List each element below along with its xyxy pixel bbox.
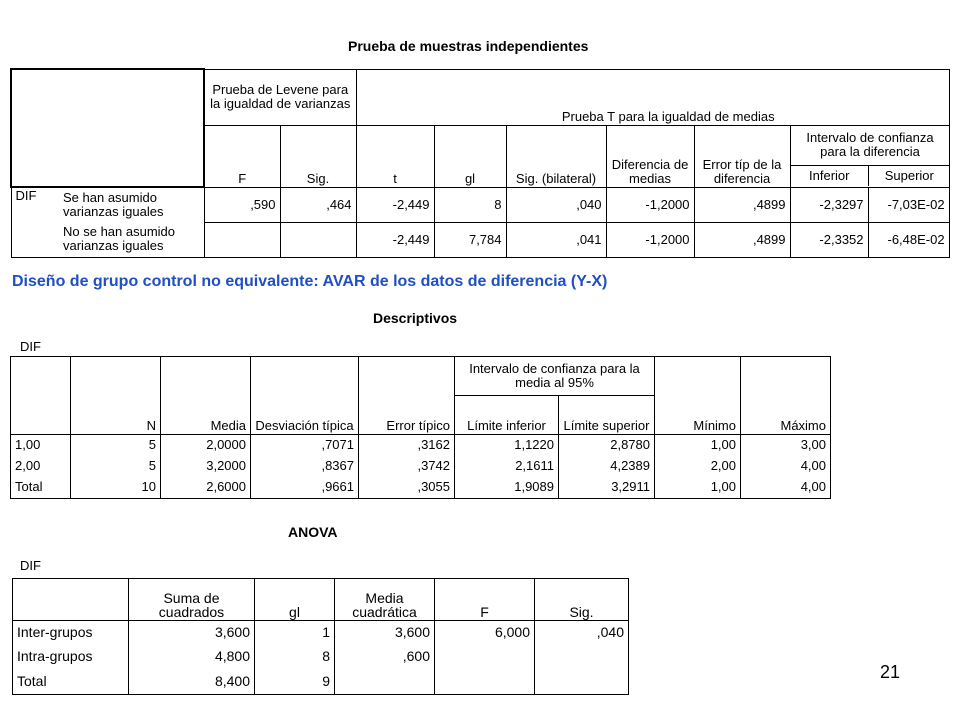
t2-col-sup: Límite superior (559, 396, 655, 435)
t2-row-label: Total (11, 477, 71, 499)
t1-col-sup: Superior (884, 167, 934, 183)
t1-ci-header: Intervalo de confianza para la diferencia (791, 126, 950, 166)
t3-row-label: Inter-grupos (13, 621, 129, 643)
t1-cell: 7,784 (434, 222, 506, 257)
t3-cell: 3,600 (129, 621, 255, 643)
t2-cell: 4,2389 (559, 455, 655, 477)
t1-cell: ,4899 (694, 222, 790, 257)
t1-cell: -2,449 (356, 187, 434, 222)
table-row (13, 643, 629, 669)
section-heading: Diseño de grupo control no equivalente: AVAR de los datos de diferencia (Y-X) (12, 273, 608, 290)
t1-corner (11, 69, 204, 187)
t2-cell: ,3162 (359, 435, 455, 455)
t2-cell: ,3742 (359, 455, 455, 477)
t2-cell: 1,00 (655, 477, 741, 499)
t2-cell: 2,1611 (455, 455, 559, 477)
t2-col-inf: Límite inferior (455, 396, 559, 435)
t2-cell: 2,00 (655, 455, 741, 477)
t3-row-label: Intra-grupos (13, 643, 129, 669)
t1-col-f: F (204, 125, 280, 187)
t1-ttest-header: Prueba T para la igualdad de medias (356, 69, 949, 125)
t1-col-t: t (356, 125, 434, 187)
t1-col-sig: Sig. (280, 125, 356, 187)
t2-cell: ,9661 (251, 477, 359, 499)
t1-cell: ,041 (506, 222, 606, 257)
t2-col-max: Máximo (741, 357, 831, 435)
t2-col-media: Media (161, 357, 251, 435)
t2-ci-header: Intervalo de confianza para la media al 95% (455, 357, 655, 396)
table-row (11, 187, 949, 222)
t1-col-err: Error típ de la diferencia (694, 125, 790, 187)
t1-cell: -1,2000 (606, 222, 694, 257)
t3-cell: 8,400 (129, 669, 255, 695)
t1-cell: -7,03E-02 (868, 187, 949, 222)
page-number: 21 (880, 662, 901, 682)
t3-row-label: Total (13, 669, 129, 695)
t1-row-label: Se han asumido varianzas iguales (59, 187, 204, 222)
t2-cell: ,3055 (359, 477, 455, 499)
t3-col-ss: Suma de cuadrados (129, 579, 255, 621)
t2-cell: 4,00 (741, 455, 831, 477)
t2-title: Descriptivos (373, 310, 458, 326)
t2-cell: 3,2000 (161, 455, 251, 477)
t2-col-err: Error típico (359, 357, 455, 435)
t1-col-sig-bil: Sig. (bilateral) (506, 125, 606, 187)
t3-cell: 3,600 (335, 621, 435, 643)
t1-col-gl: gl (434, 125, 506, 187)
t2-cell: 5 (71, 435, 161, 455)
t2-corner (11, 357, 71, 435)
t1-var: DIF (11, 187, 59, 257)
t2-cell: ,7071 (251, 435, 359, 455)
t3-cell (435, 643, 535, 669)
t2-cell: 1,1220 (455, 435, 559, 455)
t2-cell: 1,9089 (455, 477, 559, 499)
t3-cell: 1 (255, 621, 335, 643)
t1-cell: ,4899 (694, 187, 790, 222)
t1-levene-header: Prueba de Levene para la igualdad de varianzas (204, 69, 356, 125)
t3-col-gl: gl (255, 579, 335, 621)
t3-corner (13, 579, 129, 621)
t2-cell: 2,0000 (161, 435, 251, 455)
t1-cell: ,040 (506, 187, 606, 222)
t1-cell: -6,48E-02 (868, 222, 949, 257)
t2-cell: 2,8780 (559, 435, 655, 455)
t2-cell: 5 (71, 455, 161, 477)
t1-cell: ,464 (280, 187, 356, 222)
t1-cell: -2,449 (356, 222, 434, 257)
t2-cell: ,8367 (251, 455, 359, 477)
t2-row-label: 1,00 (11, 435, 71, 455)
independent-samples-table (10, 68, 950, 258)
t3-title: ANOVA (288, 524, 338, 540)
t3-cell: 9 (255, 669, 335, 695)
t3-cell (335, 669, 435, 695)
t2-col-min: Mínimo (655, 357, 741, 435)
t3-cell (435, 669, 535, 695)
table-row (13, 621, 629, 643)
anova-table (12, 578, 629, 695)
t2-cell: 4,00 (741, 477, 831, 499)
t3-cell: 6,000 (435, 621, 535, 643)
t1-col-dif: Diferencia de medias (606, 125, 694, 187)
t3-cell: ,600 (335, 643, 435, 669)
t3-var-label: DIF (20, 558, 41, 573)
t1-col-inf: Inferior (791, 166, 869, 186)
t1-cell: ,590 (204, 187, 280, 222)
t3-cell (535, 643, 629, 669)
t3-col-f: F (435, 579, 535, 621)
t1-cell: -2,3297 (790, 187, 868, 222)
t1-ci-block (790, 125, 949, 187)
t3-cell: 4,800 (129, 643, 255, 669)
t2-row-label: 2,00 (11, 455, 71, 477)
t1-cell: 8 (434, 187, 506, 222)
t2-cell: 10 (71, 477, 161, 499)
t3-col-ms: Media cuadrática (335, 579, 435, 621)
t1-row-label: No se han asumido varianzas iguales (59, 222, 204, 257)
t3-col-sig: Sig. (535, 579, 629, 621)
t2-var-label: DIF (20, 339, 41, 354)
t2-cell: 3,2911 (559, 477, 655, 499)
t2-col-desv: Desviación típica (251, 357, 359, 435)
table-row (13, 669, 629, 695)
t3-cell (535, 669, 629, 695)
t1-cell: -1,2000 (606, 187, 694, 222)
t3-cell: 8 (255, 643, 335, 669)
t2-col-n: N (71, 357, 161, 435)
t1-title: Prueba de muestras independientes (348, 38, 589, 54)
t1-cell (204, 222, 280, 257)
t2-cell: 3,00 (741, 435, 831, 455)
t2-cell: 2,6000 (161, 477, 251, 499)
table-row (11, 477, 831, 499)
table-row (11, 435, 831, 455)
t1-cell: -2,3352 (790, 222, 868, 257)
t3-cell: ,040 (535, 621, 629, 643)
t2-cell: 1,00 (655, 435, 741, 455)
table-row (11, 222, 949, 257)
descriptives-table (10, 356, 831, 499)
table-row (11, 455, 831, 477)
t1-cell (280, 222, 356, 257)
